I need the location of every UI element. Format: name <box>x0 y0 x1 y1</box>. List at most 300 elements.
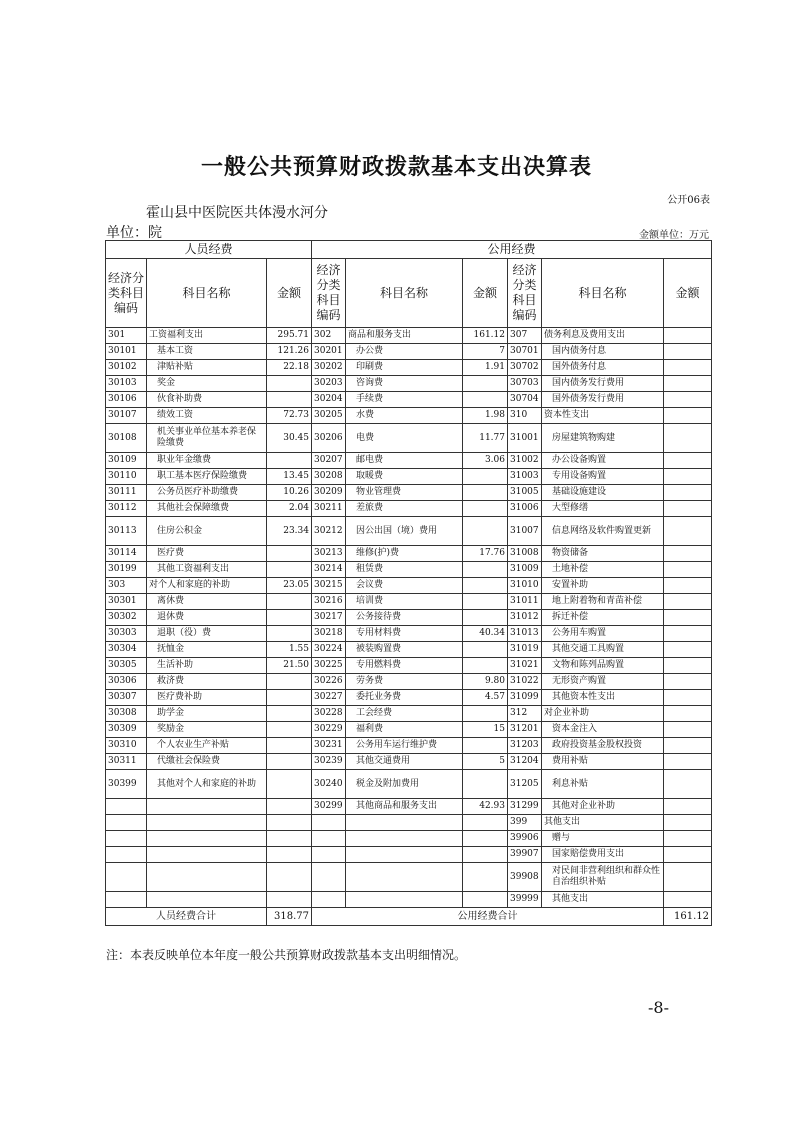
code-cell: 310 <box>508 408 542 424</box>
code-cell: 31010 <box>508 578 542 594</box>
name-cell: 专用设备购置 <box>542 469 664 485</box>
name-cell: 大型修缮 <box>542 501 664 517</box>
name-cell <box>147 831 267 847</box>
amount-header: 金额 <box>463 259 508 328</box>
name-cell: 对民间非营利组织和群众性自治组织补贴 <box>542 863 664 892</box>
amount-cell: 17.76 <box>463 546 508 562</box>
name-cell: 房屋建筑物购建 <box>542 424 664 453</box>
code-cell: 30207 <box>312 453 346 469</box>
amount-cell <box>664 770 712 799</box>
amount-cell <box>267 738 312 754</box>
amount-cell: 23.34 <box>267 517 312 546</box>
name-cell: 税金及附加费用 <box>346 770 463 799</box>
code-cell: 31013 <box>508 626 542 642</box>
table-row <box>106 847 712 863</box>
table-row <box>106 674 712 690</box>
name-cell: 工资福利支出 <box>147 328 267 344</box>
code-cell: 399 <box>508 815 542 831</box>
amount-cell <box>664 424 712 453</box>
total-row <box>106 908 712 926</box>
name-cell: 电费 <box>346 424 463 453</box>
amount-cell <box>664 469 712 485</box>
name-cell: 职工基本医疗保险缴费 <box>147 469 267 485</box>
name-cell: 助学金 <box>147 706 267 722</box>
code-header: 经济分类科目编码 <box>508 259 542 328</box>
code-cell: 39907 <box>508 847 542 863</box>
code-cell: 303 <box>106 578 147 594</box>
code-cell: 30308 <box>106 706 147 722</box>
amount-cell <box>664 799 712 815</box>
amount-cell <box>267 626 312 642</box>
personnel-total-value: 318.77 <box>267 908 312 926</box>
amount-cell <box>463 847 508 863</box>
name-cell: 国外债务付息 <box>542 360 664 376</box>
amount-cell <box>267 892 312 908</box>
code-cell: 30306 <box>106 674 147 690</box>
table-row <box>106 546 712 562</box>
name-cell: 地上附着物和青苗补偿 <box>542 594 664 610</box>
amount-cell: 161.12 <box>463 328 508 344</box>
amount-cell <box>267 831 312 847</box>
name-cell <box>346 892 463 908</box>
table-row <box>106 770 712 799</box>
table-row <box>106 328 712 344</box>
table-body <box>106 328 712 908</box>
amount-cell: 22.18 <box>267 360 312 376</box>
name-cell: 政府投资基金股权投资 <box>542 738 664 754</box>
table-row <box>106 469 712 485</box>
amount-cell <box>463 738 508 754</box>
amount-cell <box>664 815 712 831</box>
table-row <box>106 754 712 770</box>
amount-cell <box>463 831 508 847</box>
code-cell <box>312 863 346 892</box>
code-cell: 31019 <box>508 642 542 658</box>
name-cell: 机关事业单位基本养老保险缴费 <box>147 424 267 453</box>
footnote: 注：本表反映单位本年度一般公共预算财政拨款基本支出明细情况。 <box>106 948 467 962</box>
amount-cell <box>463 578 508 594</box>
name-cell: 退职（役）费 <box>147 626 267 642</box>
name-cell <box>147 863 267 892</box>
code-cell <box>106 863 147 892</box>
table-row <box>106 892 712 908</box>
code-cell: 31002 <box>508 453 542 469</box>
name-cell: 专用燃料费 <box>346 658 463 674</box>
unit-name-line1: 霍山县中医院医共体漫水河分 <box>146 205 328 221</box>
amount-cell <box>267 847 312 863</box>
amount-cell <box>267 594 312 610</box>
code-cell: 39906 <box>508 831 542 847</box>
name-cell: 国内债务付息 <box>542 344 664 360</box>
table-row <box>106 360 712 376</box>
amount-cell <box>664 408 712 424</box>
name-cell: 基础设施建设 <box>542 485 664 501</box>
name-cell <box>147 892 267 908</box>
amount-cell <box>463 501 508 517</box>
amount-cell <box>267 754 312 770</box>
code-cell: 31009 <box>508 562 542 578</box>
code-cell: 30228 <box>312 706 346 722</box>
code-cell: 30303 <box>106 626 147 642</box>
amount-cell <box>664 892 712 908</box>
code-cell: 30307 <box>106 690 147 706</box>
code-cell: 30224 <box>312 642 346 658</box>
name-cell: 公务用车购置 <box>542 626 664 642</box>
code-cell: 30302 <box>106 610 147 626</box>
code-header: 经济分类科目编码 <box>106 259 147 328</box>
code-cell: 30225 <box>312 658 346 674</box>
code-cell: 31005 <box>508 485 542 501</box>
code-cell: 30106 <box>106 392 147 408</box>
amount-cell <box>463 642 508 658</box>
name-cell: 印刷费 <box>346 360 463 376</box>
code-cell <box>312 847 346 863</box>
amount-cell <box>664 360 712 376</box>
amount-cell <box>463 376 508 392</box>
code-cell: 30304 <box>106 642 147 658</box>
name-cell: 津贴补贴 <box>147 360 267 376</box>
code-cell: 30299 <box>312 799 346 815</box>
code-cell: 31203 <box>508 738 542 754</box>
name-cell: 差旅费 <box>346 501 463 517</box>
amount-cell <box>463 863 508 892</box>
name-cell <box>147 815 267 831</box>
name-cell: 伙食补助费 <box>147 392 267 408</box>
code-cell: 39999 <box>508 892 542 908</box>
name-cell: 拆迁补偿 <box>542 610 664 626</box>
name-cell: 其他对个人和家庭的补助 <box>147 770 267 799</box>
name-cell: 文物和陈列品购置 <box>542 658 664 674</box>
code-cell: 30111 <box>106 485 147 501</box>
name-cell <box>346 863 463 892</box>
code-cell: 30108 <box>106 424 147 453</box>
amount-cell: 72.73 <box>267 408 312 424</box>
name-header: 科目名称 <box>542 259 664 328</box>
amount-cell <box>463 562 508 578</box>
amount-cell <box>664 453 712 469</box>
table-row <box>106 594 712 610</box>
table-row <box>106 453 712 469</box>
code-cell: 30113 <box>106 517 147 546</box>
amount-cell <box>664 594 712 610</box>
expenditure-table <box>105 240 712 926</box>
name-cell: 费用补贴 <box>542 754 664 770</box>
code-cell: 30202 <box>312 360 346 376</box>
name-cell: 赠与 <box>542 831 664 847</box>
code-cell: 30205 <box>312 408 346 424</box>
name-cell: 奖励金 <box>147 722 267 738</box>
table-row <box>106 799 712 815</box>
name-cell: 绩效工资 <box>147 408 267 424</box>
code-cell: 31204 <box>508 754 542 770</box>
name-cell: 其他资本性支出 <box>542 690 664 706</box>
table-row <box>106 610 712 626</box>
code-cell: 30399 <box>106 770 147 799</box>
table-row <box>106 690 712 706</box>
amount-cell <box>463 392 508 408</box>
unit-label: 单位： <box>106 225 148 241</box>
code-cell <box>106 847 147 863</box>
amount-cell <box>664 344 712 360</box>
code-cell: 30218 <box>312 626 346 642</box>
amount-cell: 30.45 <box>267 424 312 453</box>
unit-name <box>146 205 328 222</box>
amount-cell <box>664 831 712 847</box>
code-cell: 39908 <box>508 863 542 892</box>
name-cell: 国外债务发行费用 <box>542 392 664 408</box>
code-cell: 31008 <box>508 546 542 562</box>
amount-cell <box>664 610 712 626</box>
amount-cell <box>267 376 312 392</box>
name-header: 科目名称 <box>346 259 463 328</box>
amount-cell <box>463 892 508 908</box>
code-cell: 301 <box>106 328 147 344</box>
amount-cell: 1.55 <box>267 642 312 658</box>
code-cell: 30702 <box>508 360 542 376</box>
table-row <box>106 376 712 392</box>
amount-cell <box>267 863 312 892</box>
amount-header: 金额 <box>664 259 712 328</box>
name-cell: 安置补助 <box>542 578 664 594</box>
amount-cell <box>267 815 312 831</box>
code-cell: 30107 <box>106 408 147 424</box>
public-header: 公用经费 <box>312 241 712 259</box>
amount-cell: 1.91 <box>463 360 508 376</box>
name-cell: 咨询费 <box>346 376 463 392</box>
code-cell <box>106 831 147 847</box>
amount-cell <box>267 722 312 738</box>
code-cell: 30311 <box>106 754 147 770</box>
table-row <box>106 517 712 546</box>
code-cell: 31006 <box>508 501 542 517</box>
code-cell: 30216 <box>312 594 346 610</box>
code-cell: 30231 <box>312 738 346 754</box>
group-header-row <box>106 241 712 259</box>
amount-cell <box>463 594 508 610</box>
public-total-label: 公用经费合计 <box>312 908 664 926</box>
name-cell: 利息补贴 <box>542 770 664 799</box>
amount-cell: 40.34 <box>463 626 508 642</box>
amount-cell: 7 <box>463 344 508 360</box>
amount-cell: 121.26 <box>267 344 312 360</box>
table-row <box>106 706 712 722</box>
amount-cell <box>664 485 712 501</box>
form-number: 公开06表 <box>667 195 710 206</box>
code-cell: 30209 <box>312 485 346 501</box>
code-cell <box>312 815 346 831</box>
name-cell: 国内债务发行费用 <box>542 376 664 392</box>
code-cell: 30701 <box>508 344 542 360</box>
name-cell: 培训费 <box>346 594 463 610</box>
amount-cell <box>463 517 508 546</box>
page-number: -8- <box>648 998 669 1017</box>
code-cell: 30212 <box>312 517 346 546</box>
code-cell: 30208 <box>312 469 346 485</box>
amount-cell: 3.06 <box>463 453 508 469</box>
code-cell: 30112 <box>106 501 147 517</box>
table-row <box>106 722 712 738</box>
name-cell: 债务利息及费用支出 <box>542 328 664 344</box>
name-cell: 其他交通费用 <box>346 754 463 770</box>
name-cell: 专用材料费 <box>346 626 463 642</box>
code-cell: 30703 <box>508 376 542 392</box>
amount-cell <box>664 738 712 754</box>
amount-cell <box>664 546 712 562</box>
table-row <box>106 831 712 847</box>
code-cell: 30309 <box>106 722 147 738</box>
name-cell: 公务用车运行维护费 <box>346 738 463 754</box>
code-cell: 302 <box>312 328 346 344</box>
table-row <box>106 485 712 501</box>
name-cell: 抚恤金 <box>147 642 267 658</box>
code-cell: 31011 <box>508 594 542 610</box>
code-cell <box>106 815 147 831</box>
name-cell: 手续费 <box>346 392 463 408</box>
public-total-value: 161.12 <box>664 908 712 926</box>
amount-cell <box>664 847 712 863</box>
name-cell: 邮电费 <box>346 453 463 469</box>
name-cell: 商品和服务支出 <box>346 328 463 344</box>
amount-cell <box>664 517 712 546</box>
name-cell: 公务员医疗补助缴费 <box>147 485 267 501</box>
amount-cell <box>664 658 712 674</box>
name-cell: 生活补助 <box>147 658 267 674</box>
amount-unit: 金额单位：万元 <box>639 230 709 241</box>
amount-cell <box>664 328 712 344</box>
amount-cell <box>463 706 508 722</box>
amount-cell <box>664 501 712 517</box>
name-cell: 离休费 <box>147 594 267 610</box>
code-cell: 30199 <box>106 562 147 578</box>
name-cell: 会议费 <box>346 578 463 594</box>
table-row <box>106 658 712 674</box>
amount-cell <box>267 799 312 815</box>
code-cell: 30211 <box>312 501 346 517</box>
code-cell: 30101 <box>106 344 147 360</box>
amount-cell <box>664 392 712 408</box>
name-cell: 资本金注入 <box>542 722 664 738</box>
name-cell: 资本性支出 <box>542 408 664 424</box>
name-cell: 物资储备 <box>542 546 664 562</box>
column-header-row <box>106 259 712 328</box>
name-cell: 公务接待费 <box>346 610 463 626</box>
name-cell: 委托业务费 <box>346 690 463 706</box>
amount-cell <box>664 642 712 658</box>
table-row <box>106 626 712 642</box>
amount-cell: 21.50 <box>267 658 312 674</box>
amount-cell <box>664 562 712 578</box>
amount-cell: 13.45 <box>267 469 312 485</box>
name-cell: 基本工资 <box>147 344 267 360</box>
amount-cell: 5 <box>463 754 508 770</box>
amount-cell <box>463 610 508 626</box>
code-cell: 30217 <box>312 610 346 626</box>
code-cell: 30227 <box>312 690 346 706</box>
name-cell: 信息网络及软件购置更新 <box>542 517 664 546</box>
name-cell: 物业管理费 <box>346 485 463 501</box>
code-cell: 30240 <box>312 770 346 799</box>
code-cell: 31012 <box>508 610 542 626</box>
code-cell: 30114 <box>106 546 147 562</box>
code-cell: 31007 <box>508 517 542 546</box>
name-cell: 因公出国（境）费用 <box>346 517 463 546</box>
name-cell: 医疗费 <box>147 546 267 562</box>
name-cell: 个人农业生产补贴 <box>147 738 267 754</box>
table-row <box>106 578 712 594</box>
code-cell: 31021 <box>508 658 542 674</box>
amount-cell <box>664 863 712 892</box>
name-cell: 福利费 <box>346 722 463 738</box>
code-cell: 30239 <box>312 754 346 770</box>
amount-cell: 23.05 <box>267 578 312 594</box>
name-cell: 被装购置费 <box>346 642 463 658</box>
name-cell: 取暖费 <box>346 469 463 485</box>
name-cell: 职业年金缴费 <box>147 453 267 469</box>
table-row <box>106 392 712 408</box>
amount-cell: 9.80 <box>463 674 508 690</box>
name-cell: 劳务费 <box>346 674 463 690</box>
amount-cell <box>267 674 312 690</box>
name-cell: 其他交通工具购置 <box>542 642 664 658</box>
amount-cell <box>664 722 712 738</box>
amount-cell: 11.77 <box>463 424 508 453</box>
name-cell: 国家赔偿费用支出 <box>542 847 664 863</box>
name-cell: 维修(护)费 <box>346 546 463 562</box>
code-cell: 30704 <box>508 392 542 408</box>
code-cell: 31201 <box>508 722 542 738</box>
code-cell: 307 <box>508 328 542 344</box>
amount-cell: 15 <box>463 722 508 738</box>
amount-header: 金额 <box>267 259 312 328</box>
code-cell: 30301 <box>106 594 147 610</box>
code-cell: 30103 <box>106 376 147 392</box>
table-row <box>106 863 712 892</box>
amount-cell <box>664 706 712 722</box>
code-header: 经济分类科目编码 <box>312 259 346 328</box>
amount-cell: 4.57 <box>463 690 508 706</box>
name-cell: 其他支出 <box>542 892 664 908</box>
amount-cell <box>664 578 712 594</box>
name-cell <box>147 799 267 815</box>
amount-cell: 1.98 <box>463 408 508 424</box>
table-row <box>106 408 712 424</box>
code-cell: 31001 <box>508 424 542 453</box>
name-cell: 其他商品和服务支出 <box>346 799 463 815</box>
name-cell: 对个人和家庭的补助 <box>147 578 267 594</box>
amount-cell <box>267 690 312 706</box>
code-cell <box>106 799 147 815</box>
name-cell: 奖金 <box>147 376 267 392</box>
amount-cell <box>267 453 312 469</box>
name-cell: 其他支出 <box>542 815 664 831</box>
name-cell: 救济费 <box>147 674 267 690</box>
table-row <box>106 642 712 658</box>
amount-cell <box>267 706 312 722</box>
table-row <box>106 738 712 754</box>
name-cell <box>147 847 267 863</box>
amount-cell <box>664 626 712 642</box>
code-cell: 30214 <box>312 562 346 578</box>
code-cell: 30102 <box>106 360 147 376</box>
code-cell: 30229 <box>312 722 346 738</box>
amount-cell <box>267 546 312 562</box>
code-cell <box>312 831 346 847</box>
amount-cell <box>463 770 508 799</box>
amount-cell <box>267 610 312 626</box>
amount-cell <box>267 392 312 408</box>
code-cell: 31099 <box>508 690 542 706</box>
code-cell: 30203 <box>312 376 346 392</box>
